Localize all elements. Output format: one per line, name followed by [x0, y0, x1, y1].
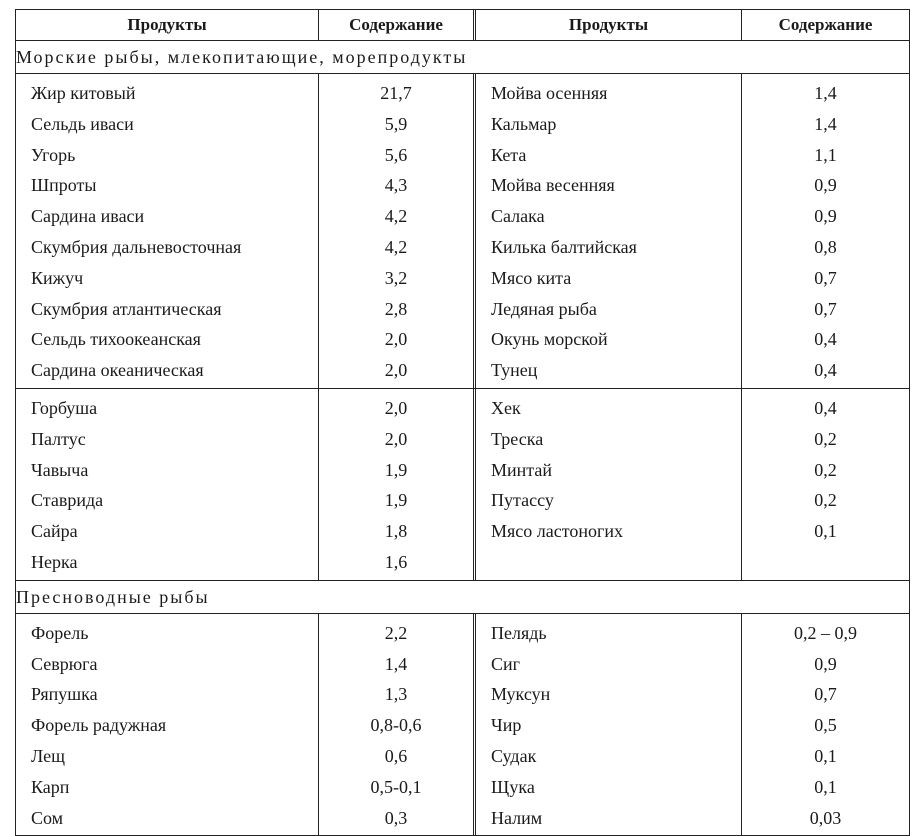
right-products-cell	[476, 389, 742, 580]
product-name: Муксун	[491, 684, 551, 705]
content-value: 1,9	[384, 459, 408, 480]
product-name: Сардина океаническая	[31, 360, 204, 381]
right-content-cell	[742, 614, 909, 836]
product-name: Сиг	[491, 653, 521, 674]
content-value: 0,4	[814, 397, 837, 418]
content-value: 0,1	[814, 745, 837, 766]
product-name: Путассу	[491, 490, 554, 511]
product-name: Кета	[491, 144, 527, 165]
content-value: 0,1	[814, 776, 837, 797]
product-name: Минтай	[491, 459, 552, 480]
left-products-cell	[16, 389, 319, 580]
content-value: 4,2	[384, 236, 408, 257]
content-value: 2,0	[384, 428, 408, 449]
product-name: Нерка	[31, 551, 78, 572]
content-value: 1,4	[384, 653, 408, 674]
content-value: 21,7	[380, 83, 412, 103]
product-name: Севрюга	[31, 653, 98, 674]
product-name: Окунь морской	[491, 329, 608, 350]
product-name: Хек	[491, 397, 521, 418]
product-name: Килька балтийская	[491, 236, 637, 257]
product-name: Чир	[491, 715, 522, 736]
content-value: 1,4	[814, 113, 837, 134]
content-value: 0,7	[814, 267, 837, 288]
product-name: Мясо ластоногих	[491, 521, 624, 542]
product-name: Сельдь тихоокеанская	[31, 329, 201, 350]
content-value: 2,0	[384, 360, 408, 381]
content-value	[742, 547, 909, 578]
left-products-cell	[16, 614, 319, 836]
left-content-cell	[319, 614, 476, 836]
product-name: Форель	[31, 622, 89, 643]
product-name: Налим	[491, 807, 543, 828]
product-name: Угорь	[31, 144, 76, 165]
product-name: Салака	[491, 206, 545, 227]
content-value: 5,9	[384, 113, 408, 134]
product-name: Судак	[491, 745, 537, 766]
content-value: 0,03	[809, 807, 842, 828]
content-value: 0,2 – 0,9	[794, 622, 857, 643]
content-value: 0,4	[814, 360, 837, 381]
content-value: 0,9	[814, 206, 837, 227]
product-name: Скумбрия дальневосточная	[31, 236, 242, 257]
content-value: 4,3	[384, 175, 408, 196]
header-content-right: Содержание	[778, 15, 873, 34]
product-name: Палтус	[31, 428, 86, 449]
header-products-right: Продукты	[476, 10, 742, 40]
product-name: Горбуша	[31, 397, 98, 418]
content-value: 0,8	[814, 236, 837, 257]
content-value: 0,6	[384, 745, 408, 766]
content-value: 0,9	[814, 653, 837, 674]
product-name: Скумбрия атлантическая	[31, 298, 222, 319]
header-content-left: Содержание	[319, 10, 476, 40]
table-block-row	[16, 74, 909, 389]
content-value: 1,3	[384, 684, 408, 705]
content-value: 0,7	[814, 684, 837, 705]
fish-content-table	[15, 9, 910, 836]
content-value: 4,2	[384, 206, 408, 227]
right-content-cell	[742, 389, 909, 580]
table-block-row	[16, 389, 909, 581]
content-value: 2,0	[384, 329, 408, 350]
left-content-cell	[319, 74, 476, 388]
content-value: 1,8	[384, 521, 408, 542]
content-value: 0,8-0,6	[370, 715, 422, 736]
section-title: Пресноводные рыбы	[16, 581, 909, 614]
product-name: Ряпушка	[31, 684, 98, 705]
product-name: Карп	[31, 776, 70, 797]
content-value: 0,2	[814, 490, 837, 511]
product-name: Сом	[31, 807, 64, 828]
table-header-row	[16, 10, 909, 41]
content-value: 0,5	[814, 715, 837, 736]
product-name: Ставрида	[31, 490, 104, 511]
content-value: 0,2	[814, 459, 837, 480]
table-block-row	[16, 614, 909, 836]
content-value: 0,2	[814, 428, 837, 449]
product-name: Мясо кита	[491, 267, 572, 288]
content-value: 5,6	[384, 144, 408, 165]
right-products-cell	[476, 614, 742, 836]
product-name: Чавыча	[31, 459, 89, 480]
product-name: Форель радужная	[31, 715, 167, 736]
right-content-cell	[742, 74, 909, 388]
content-value: 0,3	[384, 807, 408, 828]
left-content-cell	[319, 389, 476, 580]
left-products-cell	[16, 74, 319, 388]
content-value: 1,6	[384, 551, 408, 572]
product-name: Сельдь иваси	[31, 113, 134, 134]
content-value: 1,4	[814, 83, 837, 103]
product-name: Кальмар	[491, 113, 557, 134]
section-title: Морские рыбы, млекопитающие, морепродукты	[16, 41, 909, 74]
content-value: 2,0	[384, 397, 408, 418]
product-name	[476, 547, 741, 578]
product-name: Жир китовый	[31, 83, 136, 103]
content-value: 3,2	[384, 267, 408, 288]
content-value: 2,2	[384, 622, 408, 643]
product-name: Мойва осенняя	[491, 83, 608, 103]
product-name: Мойва весенняя	[491, 175, 615, 196]
content-value: 0,1	[814, 521, 837, 542]
product-name: Ледяная рыба	[491, 298, 597, 319]
product-name: Сайра	[31, 521, 78, 542]
product-name: Лещ	[31, 745, 65, 766]
content-value: 1,9	[384, 490, 408, 511]
content-value: 0,9	[814, 175, 837, 196]
product-name: Треска	[491, 428, 544, 449]
product-name: Шпроты	[31, 175, 97, 196]
content-value: 0,7	[814, 298, 837, 319]
content-value: 0,5-0,1	[370, 776, 422, 797]
content-value: 1,1	[814, 144, 837, 165]
header-products-left: Продукты	[16, 10, 319, 40]
product-name: Сардина иваси	[31, 206, 145, 227]
product-name: Пелядь	[491, 622, 547, 643]
content-value: 0,4	[814, 329, 837, 350]
product-name: Щука	[491, 776, 535, 797]
content-value: 2,8	[384, 298, 408, 319]
right-products-cell	[476, 74, 742, 388]
product-name: Тунец	[491, 360, 538, 381]
product-name: Кижуч	[31, 267, 84, 288]
